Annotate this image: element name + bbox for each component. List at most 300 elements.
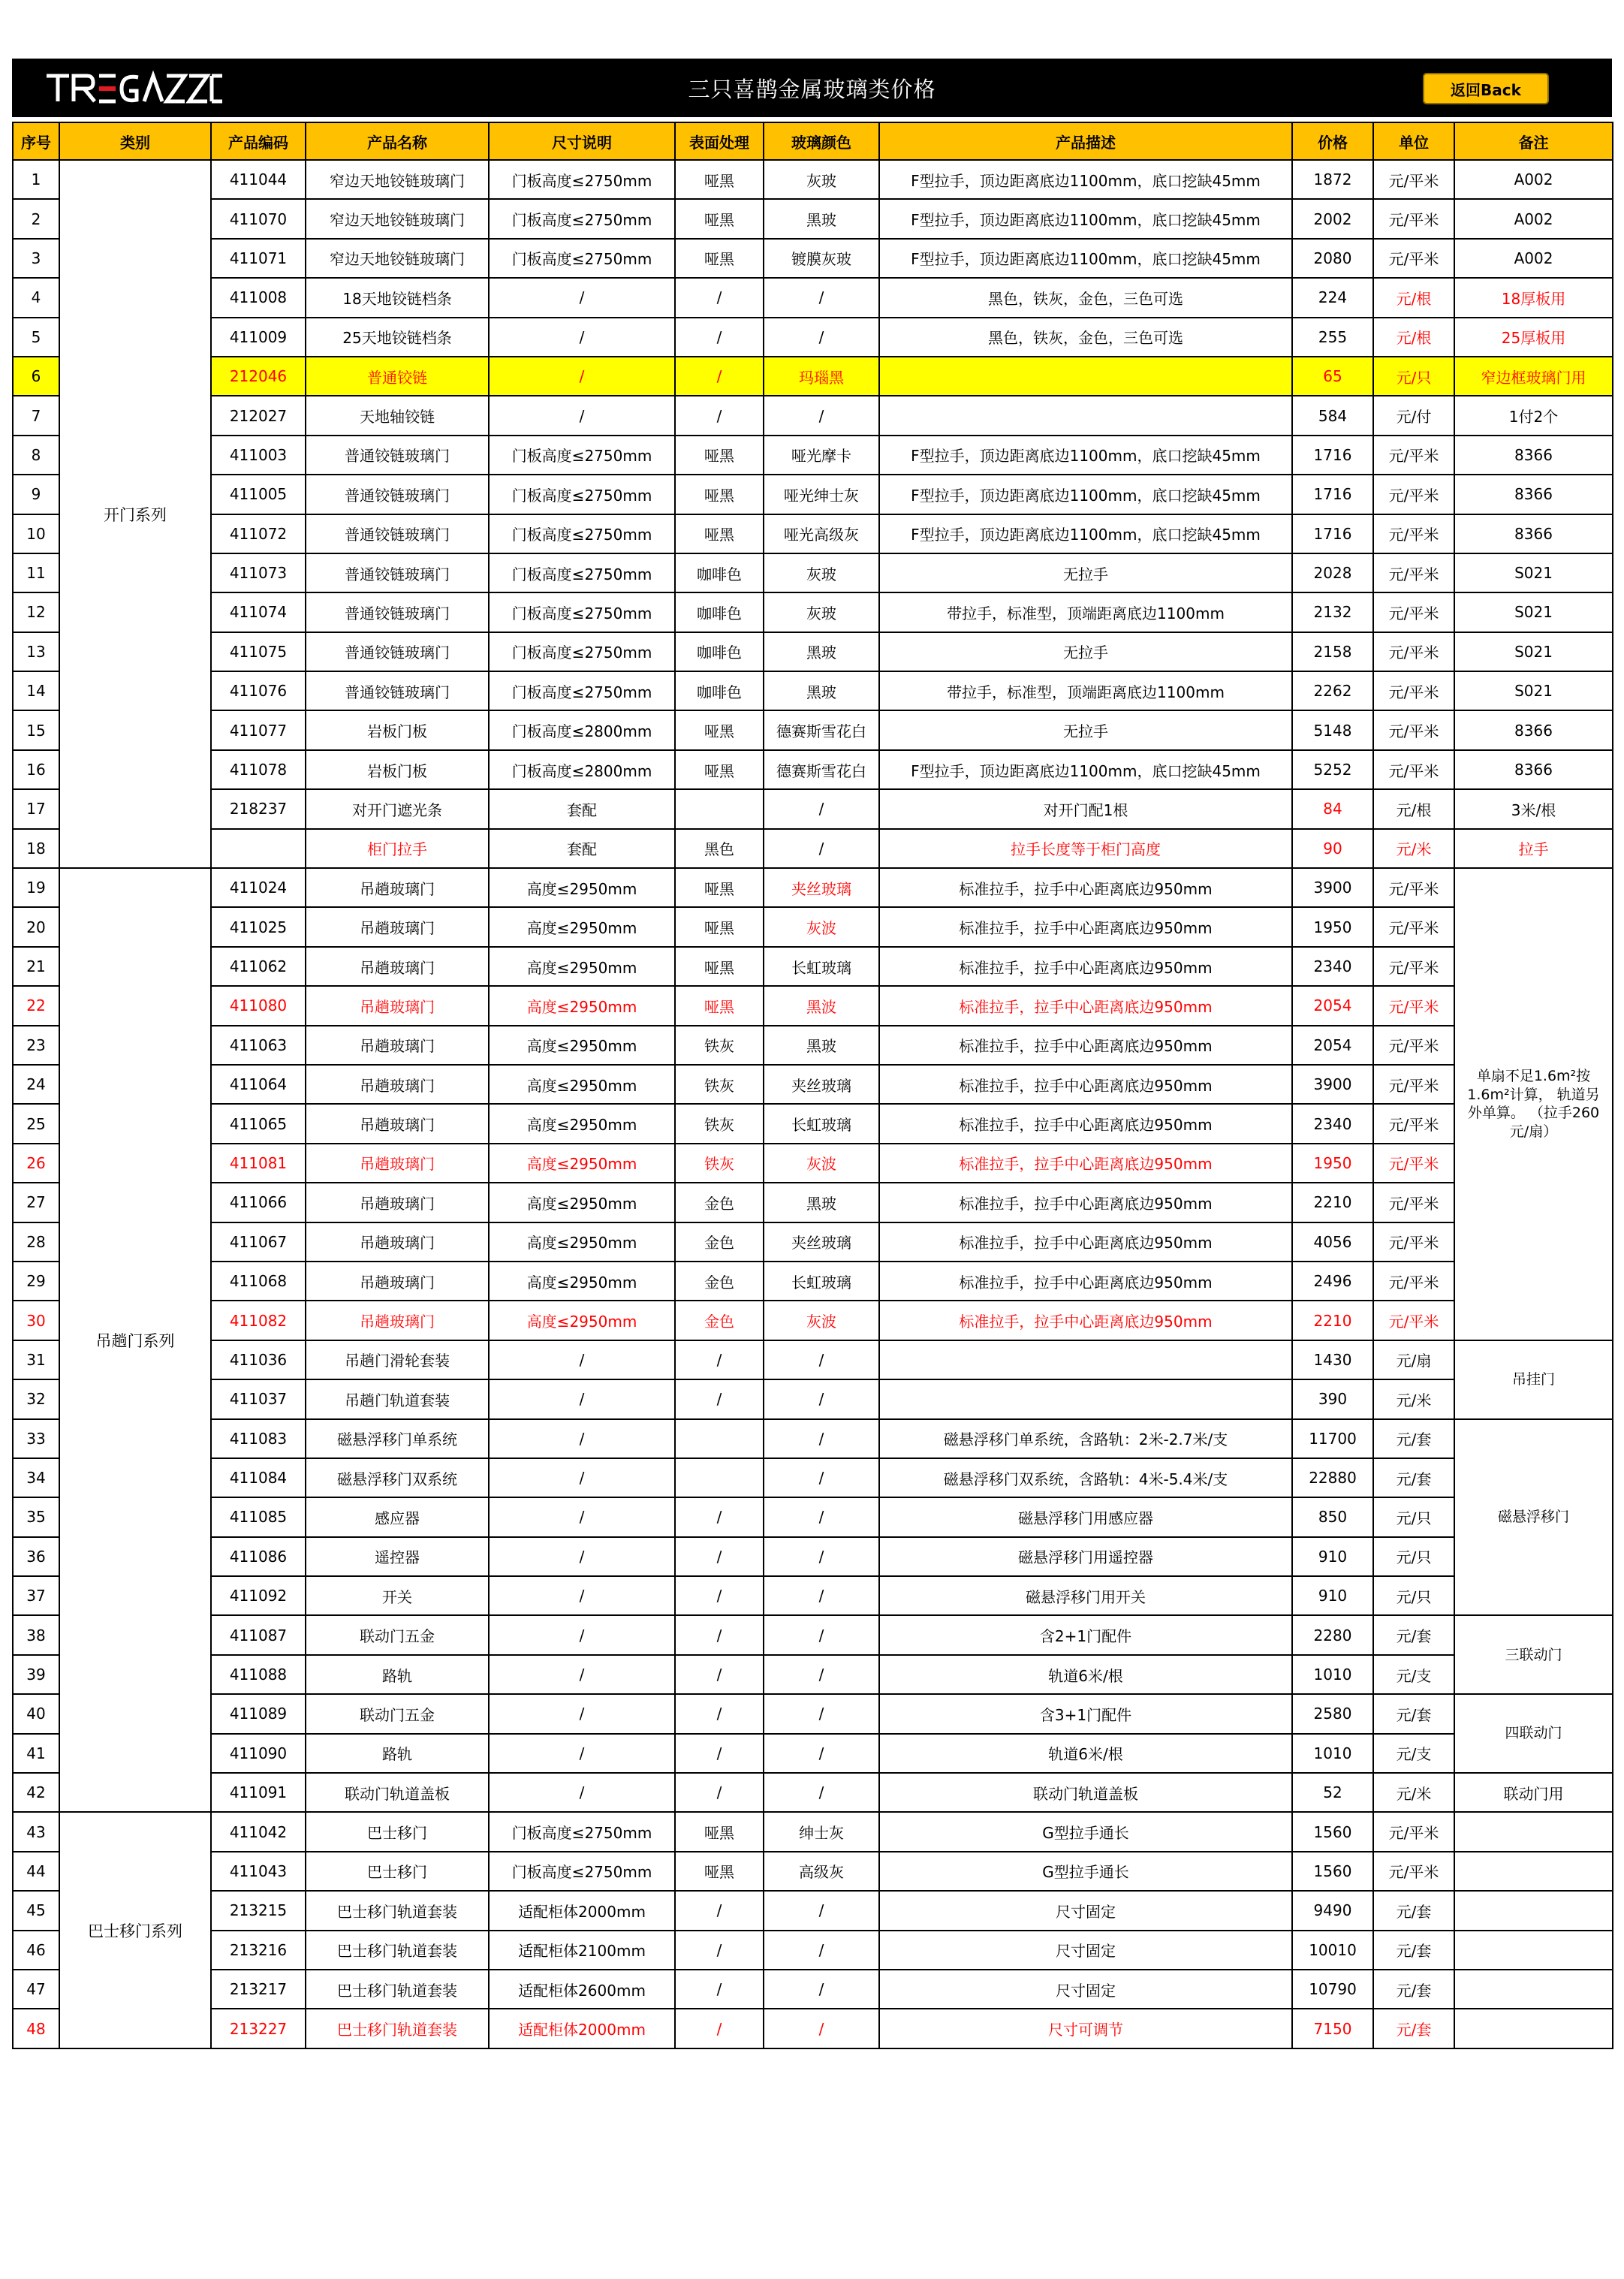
cell-code: 411066	[211, 1183, 306, 1222]
cell-surface: 哑黑	[675, 907, 764, 946]
cell-desc: 尺寸固定	[879, 1931, 1292, 1970]
cell-surface: 哑黑	[675, 986, 764, 1025]
cell-price: 2210	[1292, 1183, 1373, 1222]
table-row	[13, 1970, 1613, 2009]
table-row	[13, 2009, 1613, 2048]
cell-size: /	[489, 1497, 675, 1536]
cell-price: 9490	[1292, 1891, 1373, 1930]
cell-unit: 元/平米	[1373, 1144, 1454, 1183]
cell-desc	[879, 1340, 1292, 1379]
cell-unit: 元/平米	[1373, 1301, 1454, 1340]
cell-no: 46	[13, 1931, 59, 1970]
cell-glass: 哑光摩卡	[764, 436, 879, 475]
cell-name: 联动门五金	[306, 1615, 489, 1654]
cell-remark: 3米/根	[1454, 789, 1613, 828]
cell-surface: 金色	[675, 1183, 764, 1222]
cell-desc: 标准拉手，拉手中心距离底边950mm	[879, 1144, 1292, 1183]
cell-price: 84	[1292, 789, 1373, 828]
remark-merged-cell: 单扇不足1.6m²按1.6m²计算， 轨道另外单算。 （拉手260元/扇）	[1454, 868, 1613, 1340]
cell-glass: 德赛斯雪花白	[764, 750, 879, 789]
cell-price: 2262	[1292, 671, 1373, 710]
cell-unit: 元/平米	[1373, 1026, 1454, 1065]
cell-desc: F型拉手，顶边距离底边1100mm，底口挖缺45mm	[879, 750, 1292, 789]
cell-price: 1010	[1292, 1655, 1373, 1694]
table-row	[13, 592, 1613, 632]
cell-surface: 咖啡色	[675, 553, 764, 592]
cell-unit: 元/平米	[1373, 1065, 1454, 1104]
table-row	[13, 1144, 1613, 1183]
cell-glass: 黑玻	[764, 1183, 879, 1222]
cell-remark: A002	[1454, 160, 1613, 199]
cell-desc: 轨道6米/根	[879, 1734, 1292, 1773]
table-row	[13, 907, 1613, 946]
cell-price: 3900	[1292, 868, 1373, 907]
table-row	[13, 789, 1613, 828]
cell-surface: 金色	[675, 1301, 764, 1340]
cell-price: 2080	[1292, 239, 1373, 278]
cell-unit: 元/平米	[1373, 1852, 1454, 1891]
table-row	[13, 1222, 1613, 1262]
cell-size: /	[489, 278, 675, 317]
cell-glass: 黑玻	[764, 671, 879, 710]
cell-unit: 元/平米	[1373, 1262, 1454, 1301]
cell-glass: 绅士灰	[764, 1812, 879, 1851]
cell-glass: /	[764, 1931, 879, 1970]
cell-size: 适配柜体2000mm	[489, 2009, 675, 2048]
cell-remark	[1454, 1931, 1613, 1970]
cell-desc: 标准拉手，拉手中心距离底边950mm	[879, 1301, 1292, 1340]
cell-code: 411076	[211, 671, 306, 710]
cell-name: 路轨	[306, 1655, 489, 1694]
cell-surface: 铁灰	[675, 1065, 764, 1104]
cell-desc: 带拉手，标准型，顶端距离底边1100mm	[879, 671, 1292, 710]
cell-unit: 元/平米	[1373, 1812, 1454, 1851]
cell-no: 19	[13, 868, 59, 907]
cell-remark: S021	[1454, 553, 1613, 592]
cell-no: 7	[13, 396, 59, 435]
cell-desc: 磁悬浮移门用开关	[879, 1576, 1292, 1615]
table-row	[13, 1497, 1613, 1536]
cell-size: /	[489, 1576, 675, 1615]
cell-price: 2280	[1292, 1615, 1373, 1654]
cell-name: 吊趟玻璃门	[306, 1065, 489, 1104]
cell-unit: 元/米	[1373, 1773, 1454, 1812]
cell-name: 巴士移门轨道套装	[306, 1931, 489, 1970]
cell-unit: 元/平米	[1373, 1104, 1454, 1143]
cell-remark: 8366	[1454, 750, 1613, 789]
table-row	[13, 1615, 1613, 1654]
cell-surface: /	[675, 1379, 764, 1418]
cell-code: 411078	[211, 750, 306, 789]
cell-no: 2	[13, 199, 59, 238]
cell-glass: /	[764, 1340, 879, 1379]
cell-no: 44	[13, 1852, 59, 1891]
cell-unit: 元/平米	[1373, 710, 1454, 749]
cell-size: 高度≤2950mm	[489, 868, 675, 907]
cell-surface: 咖啡色	[675, 592, 764, 632]
cell-unit: 元/根	[1373, 789, 1454, 828]
cell-desc: G型拉手通长	[879, 1812, 1292, 1851]
cell-no: 18	[13, 829, 59, 868]
cell-no: 3	[13, 239, 59, 278]
cell-price: 1872	[1292, 160, 1373, 199]
cell-surface: /	[675, 318, 764, 357]
cell-glass: /	[764, 278, 879, 317]
table-row	[13, 947, 1613, 986]
table-row	[13, 357, 1613, 396]
cell-name: 吊趟玻璃门	[306, 1144, 489, 1183]
cell-unit: 元/根	[1373, 318, 1454, 357]
cell-desc: 磁悬浮移门用感应器	[879, 1497, 1292, 1536]
cell-surface: /	[675, 396, 764, 435]
cell-size: 门板高度≤2750mm	[489, 553, 675, 592]
cell-price: 65	[1292, 357, 1373, 396]
cell-glass: /	[764, 2009, 879, 2048]
cell-name: 对开门遮光条	[306, 789, 489, 828]
cell-code: 411064	[211, 1065, 306, 1104]
cell-name: 巴士移门轨道套装	[306, 1970, 489, 2009]
cell-name: 磁悬浮移门双系统	[306, 1458, 489, 1497]
remark-merged-cell: 磁悬浮移门	[1454, 1419, 1613, 1616]
cell-surface: /	[675, 1537, 764, 1576]
table-row	[13, 750, 1613, 789]
cell-no: 43	[13, 1812, 59, 1851]
cell-unit: 元/平米	[1373, 160, 1454, 199]
cell-surface: 哑黑	[675, 947, 764, 986]
cell-name: 吊趟玻璃门	[306, 1262, 489, 1301]
cell-size: /	[489, 1773, 675, 1812]
cell-surface: /	[675, 1891, 764, 1930]
cell-name: 吊趟门轨道套装	[306, 1379, 489, 1418]
cell-glass: /	[764, 1576, 879, 1615]
cell-glass: 灰波	[764, 1301, 879, 1340]
cell-size: 门板高度≤2750mm	[489, 592, 675, 632]
cell-code: 411071	[211, 239, 306, 278]
cell-desc	[879, 357, 1292, 396]
cell-price: 11700	[1292, 1419, 1373, 1458]
cell-glass: 哑光高级灰	[764, 514, 879, 553]
cell-glass: 灰波	[764, 907, 879, 946]
cell-unit: 元/支	[1373, 1655, 1454, 1694]
cell-remark: 18厚板用	[1454, 278, 1613, 317]
table-row	[13, 1812, 1613, 1851]
cell-surface: /	[675, 1340, 764, 1379]
cell-desc: 标准拉手，拉手中心距离底边950mm	[879, 1262, 1292, 1301]
table-row	[13, 1537, 1613, 1576]
table-row	[13, 514, 1613, 553]
cell-code: 411068	[211, 1262, 306, 1301]
price-sheet	[12, 59, 1612, 2049]
cell-size: 门板高度≤2750mm	[489, 160, 675, 199]
cell-remark: 1付2个	[1454, 396, 1613, 435]
price-table	[12, 122, 1613, 2049]
cell-price: 850	[1292, 1497, 1373, 1536]
cell-code: 411009	[211, 318, 306, 357]
table-row	[13, 553, 1613, 592]
cell-code	[211, 829, 306, 868]
cell-size: 门板高度≤2800mm	[489, 750, 675, 789]
cell-code: 213227	[211, 2009, 306, 2048]
cell-price: 910	[1292, 1537, 1373, 1576]
cell-size: 套配	[489, 789, 675, 828]
cell-desc: 联动门轨道盖板	[879, 1773, 1292, 1812]
cell-glass: /	[764, 789, 879, 828]
cell-no: 41	[13, 1734, 59, 1773]
cell-code: 411037	[211, 1379, 306, 1418]
cell-no: 38	[13, 1615, 59, 1654]
cell-unit: 元/平米	[1373, 514, 1454, 553]
cell-unit: 元/套	[1373, 1891, 1454, 1930]
cell-price: 584	[1292, 396, 1373, 435]
cell-no: 20	[13, 907, 59, 946]
cell-glass: 高级灰	[764, 1852, 879, 1891]
cell-no: 34	[13, 1458, 59, 1497]
cell-size: 门板高度≤2750mm	[489, 514, 675, 553]
cell-desc: F型拉手，顶边距离底边1100mm，底口挖缺45mm	[879, 239, 1292, 278]
cell-surface: 金色	[675, 1262, 764, 1301]
cell-price: 1430	[1292, 1340, 1373, 1379]
cell-surface: /	[675, 357, 764, 396]
cell-glass: 长虹玻璃	[764, 1104, 879, 1143]
cell-glass: 夹丝玻璃	[764, 868, 879, 907]
cell-size: /	[489, 396, 675, 435]
cell-no: 48	[13, 2009, 59, 2048]
cell-no: 21	[13, 947, 59, 986]
cell-desc: 尺寸固定	[879, 1891, 1292, 1930]
cell-desc: 标准拉手，拉手中心距离底边950mm	[879, 1104, 1292, 1143]
cell-desc	[879, 1379, 1292, 1418]
cell-code: 411084	[211, 1458, 306, 1497]
cell-name: 吊趟玻璃门	[306, 907, 489, 946]
cell-no: 40	[13, 1694, 59, 1733]
cell-size: 门板高度≤2750mm	[489, 1852, 675, 1891]
cell-surface: /	[675, 1576, 764, 1615]
cell-unit: 元/平米	[1373, 475, 1454, 514]
cell-price: 2580	[1292, 1694, 1373, 1733]
cell-no: 5	[13, 318, 59, 357]
back-button[interactable]: 返回Back	[1423, 73, 1549, 104]
cell-code: 411005	[211, 475, 306, 514]
cell-glass: 长虹玻璃	[764, 1262, 879, 1301]
cell-name: 巴士移门轨道套装	[306, 2009, 489, 2048]
cell-code: 411025	[211, 907, 306, 946]
cell-code: 411088	[211, 1655, 306, 1694]
cell-desc: 磁悬浮移门双系统，含路轨：4米-5.4米/支	[879, 1458, 1292, 1497]
cell-desc: 标准拉手，拉手中心距离底边950mm	[879, 907, 1292, 946]
cell-size: /	[489, 1734, 675, 1773]
cell-size: /	[489, 1615, 675, 1654]
cell-size: 门板高度≤2750mm	[489, 239, 675, 278]
cell-code: 411062	[211, 947, 306, 986]
cell-code: 411067	[211, 1222, 306, 1262]
cell-glass: 灰玻	[764, 592, 879, 632]
cell-price: 3900	[1292, 1065, 1373, 1104]
table-row	[13, 986, 1613, 1025]
cell-unit: 元/平米	[1373, 436, 1454, 475]
cell-surface: 哑黑	[675, 868, 764, 907]
cell-price: 2496	[1292, 1262, 1373, 1301]
cell-price: 2210	[1292, 1301, 1373, 1340]
cell-unit: 元/只	[1373, 1497, 1454, 1536]
cell-name: 普通铰链玻璃门	[306, 592, 489, 632]
cell-desc: 尺寸可调节	[879, 2009, 1292, 2048]
cell-code: 411043	[211, 1852, 306, 1891]
cell-price: 2340	[1292, 947, 1373, 986]
table-row	[13, 1262, 1613, 1301]
cell-remark	[1454, 1970, 1613, 2009]
cell-name: 普通铰链玻璃门	[306, 475, 489, 514]
cell-no: 14	[13, 671, 59, 710]
cell-desc: 无拉手	[879, 553, 1292, 592]
table-row	[13, 1340, 1613, 1379]
cell-surface: /	[675, 278, 764, 317]
table-row	[13, 436, 1613, 475]
cell-unit: 元/平米	[1373, 199, 1454, 238]
cell-surface: 哑黑	[675, 1852, 764, 1891]
cell-desc: 无拉手	[879, 710, 1292, 749]
cell-unit: 元/套	[1373, 1931, 1454, 1970]
cell-remark: S021	[1454, 632, 1613, 671]
cell-code: 213216	[211, 1931, 306, 1970]
cell-size: 套配	[489, 829, 675, 868]
cell-code: 411086	[211, 1537, 306, 1576]
cell-no: 8	[13, 436, 59, 475]
cell-remark: 窄边框玻璃门用	[1454, 357, 1613, 396]
cell-no: 26	[13, 1144, 59, 1183]
cell-unit: 元/平米	[1373, 986, 1454, 1025]
cell-name: 吊趟玻璃门	[306, 1222, 489, 1262]
cell-price: 1716	[1292, 436, 1373, 475]
table-row	[13, 1301, 1613, 1340]
cell-remark	[1454, 1891, 1613, 1930]
cell-glass: /	[764, 1773, 879, 1812]
cell-code: 411008	[211, 278, 306, 317]
cell-name: 普通铰链玻璃门	[306, 671, 489, 710]
cell-name: 吊趟门滑轮套装	[306, 1340, 489, 1379]
cell-glass: 夹丝玻璃	[764, 1222, 879, 1262]
cell-unit: 元/平米	[1373, 1183, 1454, 1222]
cell-desc: G型拉手通长	[879, 1852, 1292, 1891]
cell-name: 25天地铰链档条	[306, 318, 489, 357]
cell-size: /	[489, 1458, 675, 1497]
cell-glass: 夹丝玻璃	[764, 1065, 879, 1104]
cell-no: 31	[13, 1340, 59, 1379]
cell-size: 适配柜体2100mm	[489, 1931, 675, 1970]
cell-price: 1950	[1292, 907, 1373, 946]
cell-code: 411073	[211, 553, 306, 592]
cell-no: 35	[13, 1497, 59, 1536]
cell-name: 吊趟玻璃门	[306, 1301, 489, 1340]
cell-glass: 长虹玻璃	[764, 947, 879, 986]
cell-surface: 哑黑	[675, 1812, 764, 1851]
cell-desc: F型拉手，顶边距离底边1100mm，底口挖缺45mm	[879, 160, 1292, 199]
cell-name: 巴士移门	[306, 1812, 489, 1851]
cell-remark: S021	[1454, 671, 1613, 710]
cell-desc: F型拉手，顶边距离底边1100mm，底口挖缺45mm	[879, 475, 1292, 514]
table-row	[13, 1379, 1613, 1418]
cell-price: 5148	[1292, 710, 1373, 749]
table-row	[13, 1065, 1613, 1104]
cell-price: 1716	[1292, 475, 1373, 514]
cell-remark	[1454, 1852, 1613, 1891]
cell-price: 1560	[1292, 1852, 1373, 1891]
cell-unit: 元/套	[1373, 1970, 1454, 2009]
cell-desc: 标准拉手，拉手中心距离底边950mm	[879, 1065, 1292, 1104]
cell-glass: /	[764, 1379, 879, 1418]
cell-size: 高度≤2950mm	[489, 1065, 675, 1104]
cell-code: 411089	[211, 1694, 306, 1733]
cell-name: 天地轴铰链	[306, 396, 489, 435]
cell-surface: 哑黑	[675, 750, 764, 789]
table-row	[13, 318, 1613, 357]
cell-no: 15	[13, 710, 59, 749]
cell-no: 1	[13, 160, 59, 199]
col-header-desc: 产品描述	[879, 122, 1292, 160]
cell-glass: /	[764, 1419, 879, 1458]
cell-unit: 元/只	[1373, 357, 1454, 396]
cell-name: 普通铰链玻璃门	[306, 514, 489, 553]
cell-name: 普通铰链玻璃门	[306, 553, 489, 592]
cell-size: 高度≤2950mm	[489, 1026, 675, 1065]
cell-code: 213217	[211, 1970, 306, 2009]
cell-code: 411085	[211, 1497, 306, 1536]
cell-unit: 元/套	[1373, 2009, 1454, 2048]
cell-surface: 咖啡色	[675, 671, 764, 710]
cell-unit: 元/套	[1373, 1694, 1454, 1733]
cell-surface: 咖啡色	[675, 632, 764, 671]
cell-size: 高度≤2950mm	[489, 1301, 675, 1340]
table-row	[13, 1026, 1613, 1065]
cell-desc: 对开门配1根	[879, 789, 1292, 828]
table-row	[13, 671, 1613, 710]
cell-price: 2002	[1292, 199, 1373, 238]
cell-desc	[879, 396, 1292, 435]
cell-name: 窄边天地铰链玻璃门	[306, 239, 489, 278]
cell-remark: A002	[1454, 199, 1613, 238]
table-row	[13, 710, 1613, 749]
cell-desc: 标准拉手，拉手中心距离底边950mm	[879, 986, 1292, 1025]
cell-size: 门板高度≤2800mm	[489, 710, 675, 749]
cell-name: 联动门五金	[306, 1694, 489, 1733]
cell-unit: 元/平米	[1373, 239, 1454, 278]
cell-unit: 元/平米	[1373, 632, 1454, 671]
cell-no: 11	[13, 553, 59, 592]
cell-code: 411082	[211, 1301, 306, 1340]
cell-price: 910	[1292, 1576, 1373, 1615]
cell-glass: /	[764, 1891, 879, 1930]
cell-size: 门板高度≤2750mm	[489, 475, 675, 514]
cell-code: 411090	[211, 1734, 306, 1773]
cell-unit: 元/米	[1373, 1379, 1454, 1418]
cell-surface: 哑黑	[675, 199, 764, 238]
cell-glass: 灰玻	[764, 553, 879, 592]
cell-name: 遥控器	[306, 1537, 489, 1576]
col-header-remark: 备注	[1454, 122, 1613, 160]
table-row	[13, 396, 1613, 435]
cell-price: 10790	[1292, 1970, 1373, 2009]
cell-desc: 标准拉手，拉手中心距离底边950mm	[879, 1183, 1292, 1222]
cell-no: 47	[13, 1970, 59, 2009]
cell-price: 22880	[1292, 1458, 1373, 1497]
cell-price: 1716	[1292, 514, 1373, 553]
cell-no: 16	[13, 750, 59, 789]
cell-no: 22	[13, 986, 59, 1025]
cell-desc: 标准拉手，拉手中心距离底边950mm	[879, 1026, 1292, 1065]
cell-size: 门板高度≤2750mm	[489, 632, 675, 671]
cell-glass: 黑波	[764, 986, 879, 1025]
cell-name: 吊趟玻璃门	[306, 868, 489, 907]
table-row	[13, 1891, 1613, 1930]
